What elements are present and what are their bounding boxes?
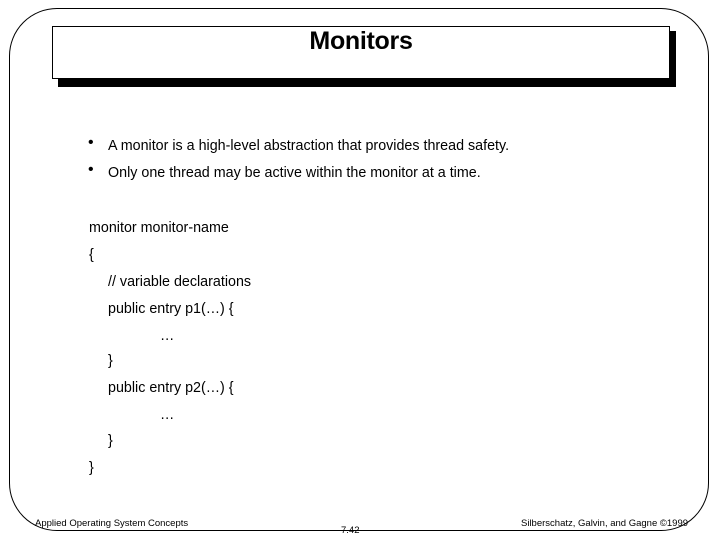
bullet-icon: •	[88, 161, 94, 178]
code-line-p1-close: }	[108, 353, 113, 369]
code-line-p2-close: }	[108, 433, 113, 449]
code-line-p1-body: …	[160, 328, 175, 344]
code-line-close-brace: }	[89, 460, 94, 476]
bullet-text: A monitor is a high-level abstraction that provides thread safety.	[108, 138, 510, 154]
code-line-monitor-declaration: monitor monitor-name	[89, 220, 229, 236]
bullet-item	[88, 134, 510, 155]
slide-title: Monitors	[309, 27, 413, 55]
code-line-entry-p2: public entry p2(…) {	[108, 380, 234, 396]
code-line-entry-p1: public entry p1(…) {	[108, 301, 234, 317]
code-line-open-brace: {	[89, 247, 94, 263]
bullet-icon: •	[88, 134, 94, 151]
code-line-comment: // variable declarations	[108, 274, 252, 290]
footer-book-title: Applied Operating System Concepts	[35, 518, 189, 529]
code-line-p2-body: …	[160, 407, 175, 423]
bullet-item	[88, 161, 509, 182]
footer-page-number: 7.42	[341, 525, 360, 536]
bullet-text: Only one thread may be active within the monitor at a time.	[108, 165, 481, 181]
footer-copyright: Silberschatz, Galvin, and Gagne ©1999	[521, 518, 689, 529]
bullet-list	[88, 134, 510, 191]
